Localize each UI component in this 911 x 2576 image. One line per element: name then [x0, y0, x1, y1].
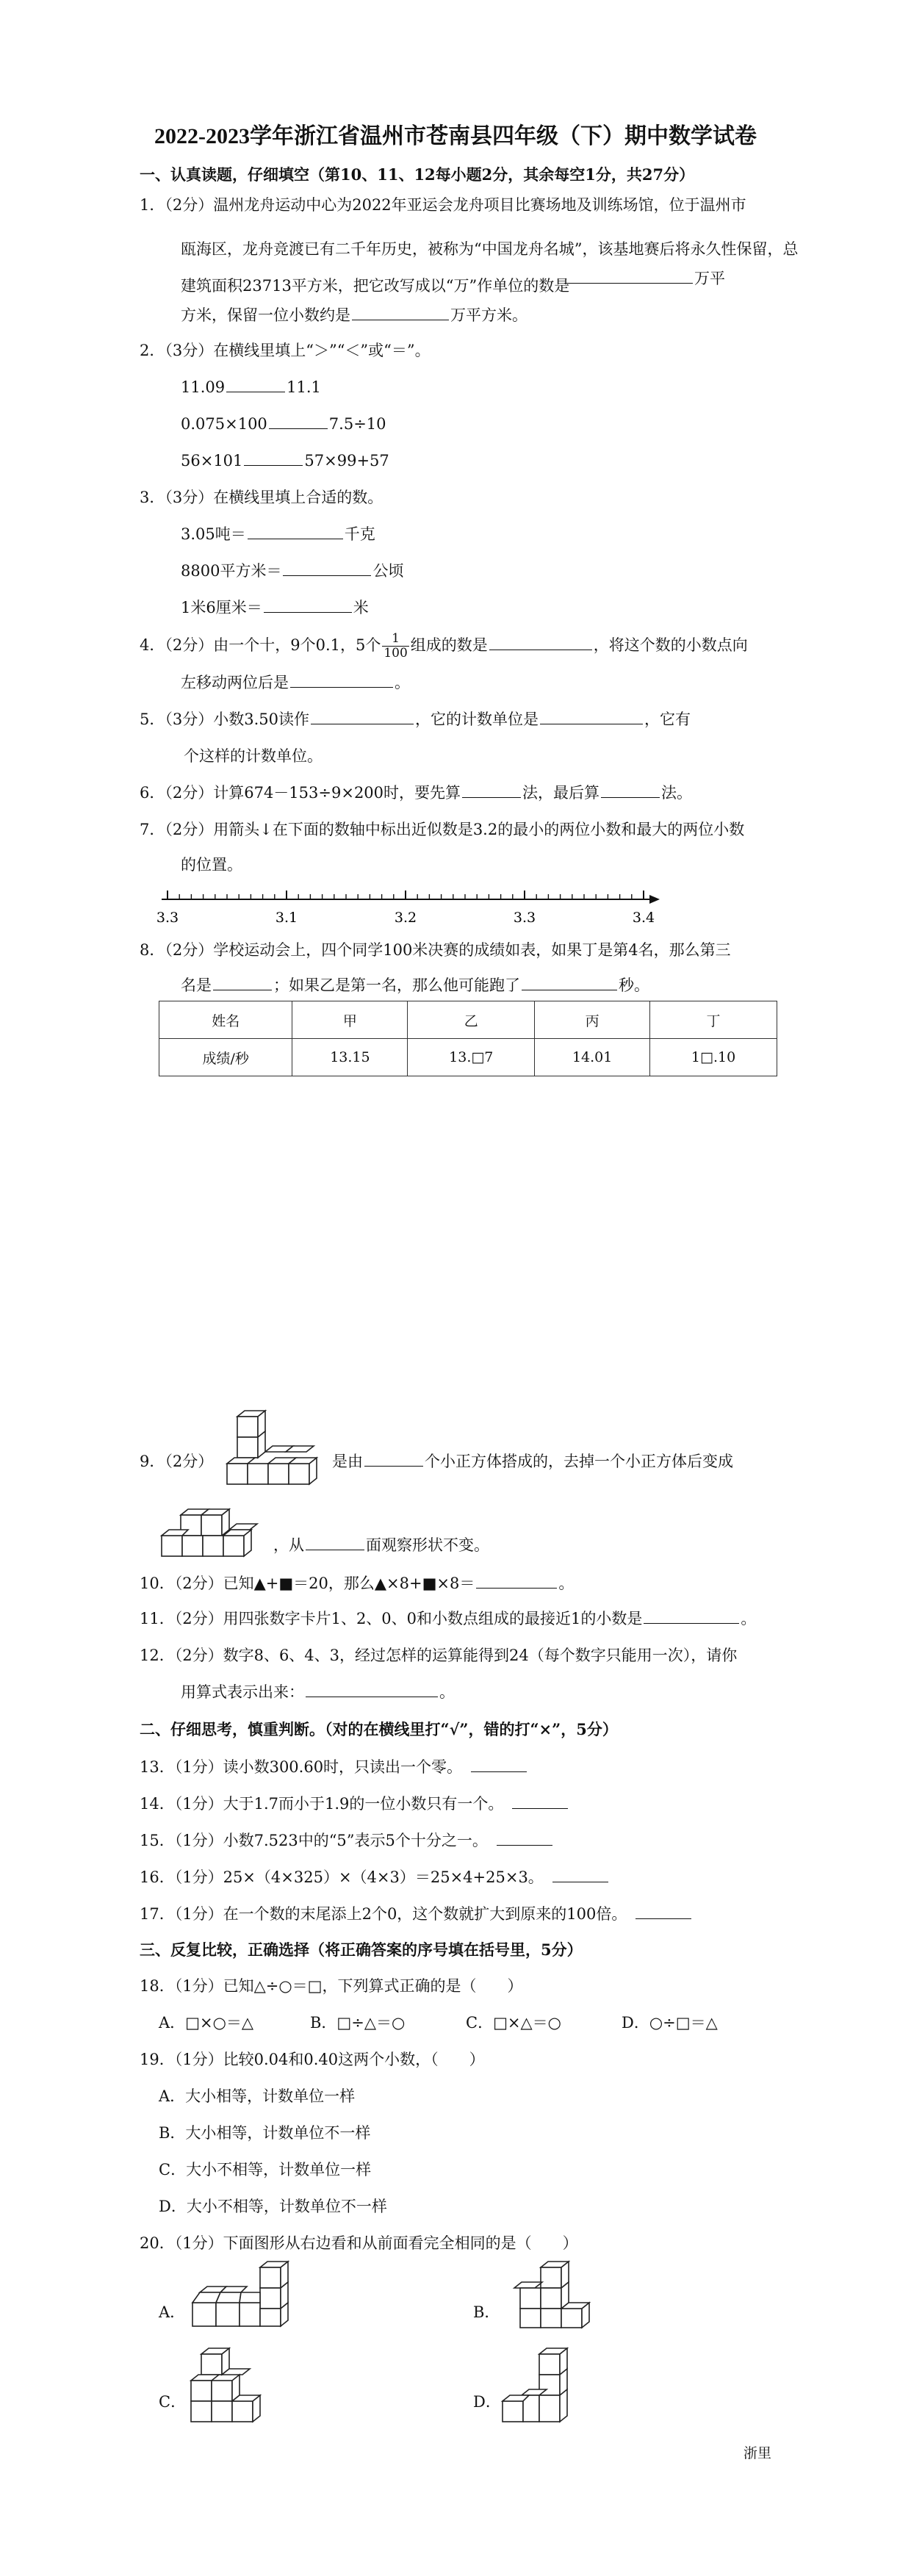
- q4-text-d: 左移动两位后是: [181, 674, 289, 691]
- q6-blank-1[interactable]: [462, 782, 521, 798]
- q20-figure-c: [188, 2345, 291, 2426]
- q19-option-b[interactable]: B．大小相等，计数单位不一样: [159, 2124, 371, 2142]
- q2-row-c: [181, 450, 389, 472]
- q10-line: [140, 1572, 574, 1594]
- q4-line2: [181, 672, 410, 694]
- q2-row-b: [181, 413, 386, 435]
- q4-blank-2[interactable]: [290, 672, 393, 688]
- number-line-arrow: [649, 895, 660, 904]
- q8-blank-1[interactable]: [213, 975, 272, 990]
- q13-text: 13．（1分）读小数300.60时，只读出一个零。: [140, 1758, 463, 1776]
- q15-blank[interactable]: [497, 1830, 552, 1846]
- q17-blank[interactable]: [635, 1904, 691, 1919]
- q1-line3-text: 方米，保留一位小数约是: [181, 306, 350, 324]
- cube-figure-d-icon: [500, 2345, 602, 2426]
- q6-text-a: 6．（2分）计算674－153÷9×200时，要先算: [140, 784, 461, 802]
- tick-label-1: 3.1: [275, 910, 298, 926]
- q2-a-left: 11.09: [181, 378, 226, 396]
- q14-blank[interactable]: [512, 1794, 568, 1809]
- q8-line1: 8．（2分）学校运动会上，四个同学100米决赛的成绩如表，如果丁是第4名，那么第三: [140, 941, 731, 959]
- q3-row-a: [181, 523, 375, 545]
- q8-blank-2[interactable]: [522, 975, 617, 990]
- q9-text-a: 是由: [332, 1453, 363, 1470]
- q3-a-unit: 千克: [344, 525, 375, 543]
- table-row: [159, 1039, 777, 1076]
- q10-end: 。: [558, 1575, 575, 1592]
- q7-line1: 7．（2分）用箭头↓在下面的数轴中标出近似数是3.2的最小的两位小数和最大的两位小数: [140, 821, 745, 838]
- q12-text: 用算式表示出来：: [181, 1683, 304, 1701]
- q3-a-left: 3.05吨＝: [181, 525, 246, 543]
- section-heading-1: 一、认真读题，仔细填空（第10、11、12每小题2分，其余每空1分，共27分）: [140, 165, 695, 184]
- q12-line2: [181, 1681, 455, 1703]
- q5-blank-1[interactable]: [311, 709, 414, 724]
- cube-stack-icon: [224, 1409, 334, 1497]
- q2-c-left: 56×101: [181, 452, 243, 469]
- q3-stem: 3．（3分）在横线里填上合适的数。: [140, 489, 384, 506]
- q9-label: 9．（2分）: [140, 1453, 214, 1470]
- q11-blank[interactable]: [644, 1608, 739, 1624]
- tick-label-2: 3.2: [394, 910, 417, 926]
- q19-option-c[interactable]: C．大小不相等，计数单位一样: [159, 2161, 372, 2179]
- q18-option-d[interactable]: D．○÷□＝△: [622, 2014, 718, 2032]
- q6-text-b: 法，最后算: [522, 784, 600, 802]
- table-header-cell: 甲: [292, 1001, 408, 1039]
- q2-a-right: 11.1: [287, 378, 321, 396]
- page-title: 2022-2023学年浙江省温州市苍南县四年级（下）期中数学试卷: [154, 124, 757, 148]
- q10-text: 10．（2分）已知▲+■＝20，那么▲×8+■×8＝: [140, 1575, 475, 1592]
- q4-text-c: ，将这个数的小数点向: [593, 636, 748, 654]
- q5-text-a: 5．（3分）小数3.50读作: [140, 710, 309, 728]
- cube-figure-q9-b: [159, 1496, 269, 1562]
- q15-text: 15．（1分）小数7.523中的“5”表示5个十分之一。: [140, 1832, 488, 1849]
- cube-figure-q9-a: [224, 1409, 334, 1497]
- table-header-cell: 乙: [408, 1001, 535, 1039]
- q6-text-c: 法。: [661, 784, 693, 802]
- q2-b-left: 0.075×100: [181, 415, 267, 433]
- q1-blank-1[interactable]: [564, 268, 693, 284]
- q6-line: [140, 782, 692, 804]
- q10-blank[interactable]: [476, 1573, 557, 1589]
- q5-line1: [140, 708, 691, 730]
- cube-figure-c-icon: [188, 2345, 291, 2426]
- tick-label-0: 3.3: [156, 910, 179, 926]
- q3-b-unit: 公顷: [372, 562, 404, 580]
- q19-stem: 19．（1分）比较0.04和0.40这两个小数，（ ）: [140, 2051, 485, 2068]
- q2-c-right: 57×99+57: [304, 452, 389, 469]
- table-cell: 1□.10: [650, 1039, 777, 1076]
- q1-line3: [181, 304, 527, 326]
- q20-figure-b: [500, 2259, 602, 2332]
- q4-text-a: 4．（2分）由一个十，9个0.1，5个: [140, 636, 381, 654]
- number-line[interactable]: [156, 889, 673, 933]
- q20-option-b[interactable]: B．: [473, 2303, 500, 2321]
- q1-blank-2[interactable]: [352, 305, 449, 320]
- q5-blank-2[interactable]: [540, 709, 643, 724]
- q8-text-c: 秒。: [619, 976, 649, 994]
- q20-figure-a: [190, 2259, 314, 2332]
- q20-stem: 20．（1分）下面图形从右边看和从前面看完全相同的是（ ）: [140, 2234, 578, 2252]
- q18-stem: 18．（1分）已知△÷○＝□，下列算式正确的是（ ）: [140, 1977, 523, 1995]
- q2-blank-b[interactable]: [269, 414, 328, 429]
- q16-blank[interactable]: [552, 1867, 608, 1882]
- q2-blank-a[interactable]: [226, 377, 285, 392]
- q9-text-d: 面观察形状不变。: [366, 1536, 489, 1554]
- q13-line: [140, 1756, 528, 1778]
- q18-option-c[interactable]: C．□×△＝○: [466, 2014, 561, 2032]
- q4-text-e: 。: [395, 674, 410, 691]
- q19-option-d[interactable]: D．大小不相等，计数单位不一样: [159, 2198, 387, 2215]
- table-cell: 13.15: [292, 1039, 408, 1076]
- q1-unit-1: 万平: [694, 270, 725, 287]
- q12-blank[interactable]: [306, 1682, 438, 1697]
- q7-line2: 的位置。: [181, 856, 242, 874]
- q8-text-b: ；如果乙是第一名，那么他可能跑了: [273, 976, 520, 994]
- q5-text-d: 个这样的计数单位。: [184, 747, 323, 765]
- cube-row-icon: [159, 1496, 269, 1562]
- footer-mark: 浙里: [743, 2445, 771, 2461]
- table-cell: 14.01: [535, 1039, 650, 1076]
- section-heading-2: 二、仔细思考，慎重判断。（对的在横线里打“√”，错的打“×”，5分）: [140, 1720, 618, 1738]
- q1-line1: 1．（2分）温州龙舟运动中心为2022年亚运会龙舟项目比赛场地及训练场馆，位于温州市: [140, 196, 746, 214]
- table-header-cell: 丙: [535, 1001, 650, 1039]
- q3-b-left: 8800平方米＝: [181, 562, 282, 580]
- q9-text-b: 个小正方体搭成的，去掉一个小正方体后变成: [425, 1453, 733, 1470]
- number-line-ticks: [168, 891, 644, 899]
- q18-option-a[interactable]: A．□×○＝△: [159, 2014, 254, 2032]
- q2-row-a: [181, 376, 321, 398]
- q16-text: 16．（1分）25×（4×325）×（4×3）＝25×4+25×3。: [140, 1868, 544, 1886]
- cube-figure-b-icon: [500, 2259, 602, 2332]
- q3-row-b: [181, 560, 403, 582]
- tick-label-3: 3.3: [513, 910, 536, 926]
- q11-end: 。: [741, 1610, 757, 1627]
- q3-c-left: 1米6厘米＝: [181, 599, 262, 616]
- q14-text: 14．（1分）大于1.7而小于1.9的一位小数只有一个。: [140, 1795, 504, 1813]
- q1-unit-2: 万平方米。: [450, 306, 527, 324]
- q11-line: [140, 1608, 756, 1630]
- q12-end: 。: [439, 1683, 455, 1701]
- q2-stem: 2．（3分）在横线里填上“＞”“＜”或“＝”。: [140, 342, 431, 359]
- q2-b-right: 7.5÷10: [328, 415, 386, 433]
- q8-text-a: 名是: [181, 976, 212, 994]
- q4-line1: [140, 632, 748, 661]
- q16-line: [140, 1866, 610, 1888]
- q17-line: [140, 1903, 693, 1925]
- cube-figure-a-icon: [190, 2259, 314, 2332]
- q9-blank-2[interactable]: [306, 1535, 364, 1550]
- section-heading-3: 三、反复比较，正确选择（将正确答案的序号填在括号里，5分）: [140, 1940, 583, 1959]
- table-header-cell: 姓名: [159, 1001, 292, 1039]
- q2-blank-c[interactable]: [244, 450, 303, 466]
- q20-option-a[interactable]: A．: [159, 2303, 186, 2321]
- q4-fraction: [382, 632, 408, 661]
- q6-blank-2[interactable]: [601, 782, 660, 798]
- q5-line2: [181, 745, 323, 767]
- q3-row-c: [181, 597, 369, 619]
- q9-line1: [332, 1450, 733, 1472]
- q8-line2: [181, 974, 649, 996]
- table-cell: 13.□7: [408, 1039, 535, 1076]
- q3-c-unit: 米: [353, 599, 369, 616]
- q5-text-b: ，它的计数单位是: [414, 710, 539, 728]
- q5-text-c: ，它有: [644, 710, 691, 728]
- score-table: [159, 1001, 777, 1076]
- q20-figure-d: [500, 2345, 602, 2426]
- table-header-cell: 丁: [650, 1001, 777, 1039]
- q9-text-c: ，从: [273, 1536, 304, 1554]
- q4-fraction-den: 100: [384, 646, 408, 661]
- tick-label-4: 3.4: [632, 910, 655, 926]
- q3-blank-b[interactable]: [283, 561, 371, 576]
- q9-line2: [273, 1534, 489, 1556]
- q4-text-b: 组成的数是: [410, 636, 488, 654]
- q13-blank[interactable]: [471, 1757, 527, 1772]
- q17-text: 17．（1分）在一个数的末尾添上2个0，这个数就扩大到原来的100倍。: [140, 1905, 627, 1923]
- q14-line: [140, 1793, 569, 1815]
- q4-fraction-num: 1: [382, 632, 408, 647]
- q11-text: 11．（2分）用四张数字卡片1、2、0、0和小数点组成的最接近1的小数是: [140, 1610, 643, 1627]
- q9-blank-1[interactable]: [364, 1451, 423, 1467]
- table-header-row: [159, 1001, 777, 1039]
- q1-line2-tail: [563, 267, 725, 289]
- table-cell: 成绩/秒: [159, 1039, 292, 1076]
- q19-option-a[interactable]: A．大小相等，计数单位一样: [159, 2087, 356, 2105]
- q3-blank-a[interactable]: [248, 524, 343, 539]
- q1-line2-text: 瓯海区，龙舟竞渡已有二千年历史，被称为“中国龙舟名城”，该基地赛后将永久性保留，总建筑面积23713平方米，把它改写成以“万”作单位的数是: [181, 240, 799, 295]
- q18-option-b[interactable]: B．□÷△＝○: [310, 2014, 406, 2032]
- q4-blank-1[interactable]: [489, 635, 592, 650]
- q12-line1: 12．（2分）数字8、6、4、3，经过怎样的运算能得到24（每个数字只能用一次），请你: [140, 1647, 738, 1664]
- q20-option-c[interactable]: C．: [159, 2393, 187, 2411]
- q20-option-d[interactable]: D．: [473, 2393, 501, 2411]
- q3-blank-c[interactable]: [264, 597, 352, 613]
- q15-line: [140, 1830, 554, 1852]
